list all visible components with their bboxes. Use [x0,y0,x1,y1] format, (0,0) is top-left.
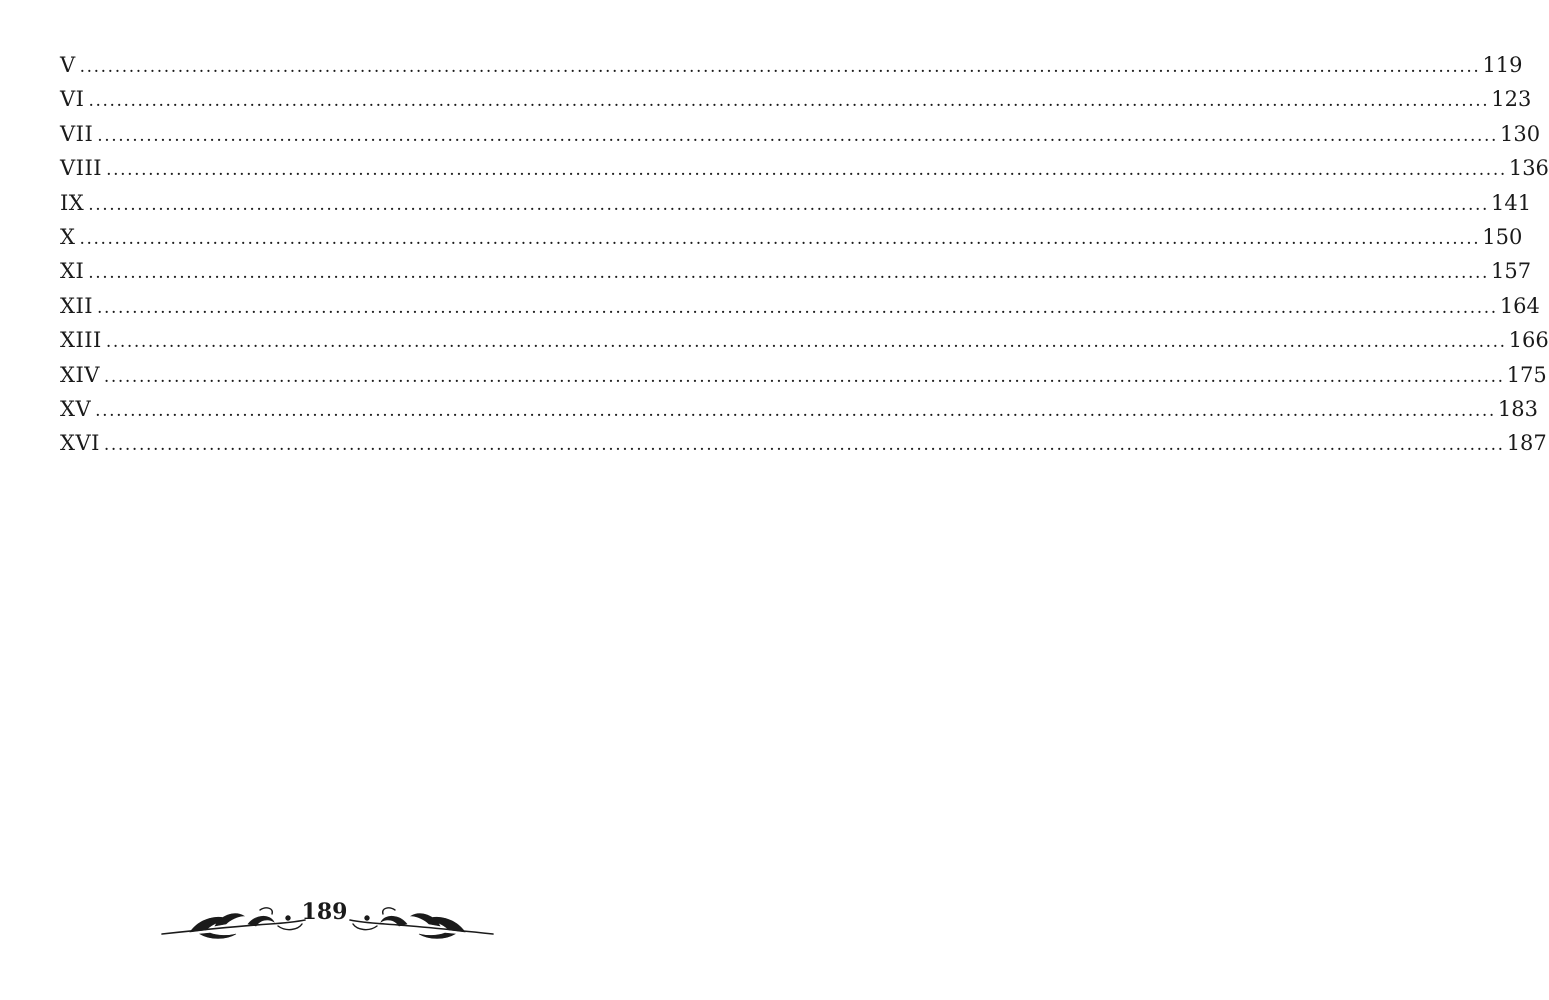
toc-leader-dots: ........................................................................................................................................................................................................ [103,366,1505,387]
toc-entry-page: 175 [1506,362,1547,387]
toc-leader-dots: ........................................................................................................................................................................................................ [103,435,1505,456]
toc-entry-label: XI [60,259,85,284]
toc-entry-page: 164 [1499,293,1540,318]
toc-entry-page: 187 [1506,431,1547,456]
toc-leader-dots: ........................................................................................................................................................................................................ [105,332,1507,353]
page-footer [0,896,649,946]
toc-entry [60,48,1523,82]
toc-entry-page: 141 [1491,190,1532,215]
toc-entry [60,289,1540,323]
toc-entry-page: 123 [1491,87,1532,112]
toc-entry-label: VIII [60,156,103,181]
toc-entry-label: XV [60,396,92,421]
toc-leader-dots: ........................................................................................................................................................................................................ [88,263,1490,284]
toc-entry-label: XIV [60,362,100,387]
toc-entry-label: VII [60,121,94,146]
toc-leader-dots: ........................................................................................................................................................................................................ [106,160,1507,181]
toc-entry [60,151,1549,185]
toc-entry-page: 166 [1508,328,1549,353]
toc-entry-page: 157 [1491,259,1532,284]
toc-entry-page: 130 [1500,121,1541,146]
toc-leader-dots: ........................................................................................................................................................................................................ [97,125,1499,146]
page-number: 189 [301,899,348,925]
table-of-contents [60,48,1549,461]
toc-entry [60,426,1547,460]
toc-entry-page: 136 [1508,156,1549,181]
toc-entry-label: V [60,53,76,77]
toc-entry [60,82,1532,116]
toc-entry [60,254,1532,288]
toc-entry-page: 183 [1497,396,1538,421]
toc-leader-dots: ........................................................................................................................................................................................................ [95,400,1496,421]
toc-entry [60,186,1532,220]
toc-entry-label: VI [60,87,85,112]
toc-leader-dots: ........................................................................................................................................................................................................ [79,57,1481,77]
toc-entry-label: XVI [60,431,100,456]
toc-entry-label: IX [60,190,85,215]
toc-entry-label: XII [60,293,94,318]
toc-entry [60,220,1523,254]
toc-entry-page: 119 [1482,53,1523,77]
toc-entry [60,358,1547,392]
toc-leader-dots: ........................................................................................................................................................................................................ [97,297,1498,318]
toc-leader-dots: ........................................................................................................................................................................................................ [88,194,1490,215]
toc-entry-label: XIII [60,328,102,353]
toc-entry [60,117,1541,151]
toc-entry [60,323,1549,357]
toc-entry-page: 150 [1482,224,1523,249]
toc-leader-dots: ........................................................................................................................................................................................................ [79,228,1481,249]
toc-leader-dots: ........................................................................................................................................................................................................ [88,91,1490,112]
toc-entry [60,392,1538,426]
toc-entry-label: X [60,224,76,249]
